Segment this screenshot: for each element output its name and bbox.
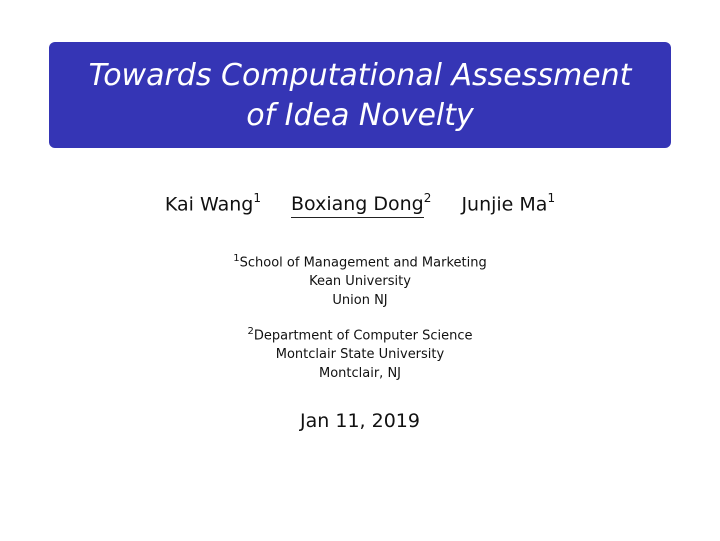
title-block [49, 42, 671, 148]
author-boxiang-dong [291, 186, 431, 217]
author-affiliation-mark: 2 [423, 191, 432, 205]
author-affiliation-mark: 1 [253, 191, 261, 205]
author-name-underlined: Boxiang Dong [291, 193, 424, 218]
author-name: Kai Wang [164, 193, 254, 216]
author-affiliation-mark: 1 [547, 191, 556, 205]
title-line-2: of Idea Novelty [246, 98, 474, 133]
affiliation-mark: 1 [233, 253, 240, 264]
affiliation-department-text: Department of Computer Science [253, 328, 473, 344]
affiliation-2-location: Montclair, NJ [318, 366, 401, 382]
affiliation-1-institution: Kean University [309, 274, 411, 290]
affiliation-1 [0, 249, 720, 310]
presentation-date: Jan 11, 2019 [300, 410, 420, 432]
affiliation-mark: 2 [247, 326, 254, 337]
author-junjie-ma [461, 186, 555, 217]
author-list [0, 186, 720, 217]
affiliation-1-location: Union NJ [332, 293, 388, 309]
affiliation-1-department [0, 249, 720, 272]
affiliation-department-text: School of Management and Marketing [239, 255, 487, 271]
title-line-1: Towards Computational Assessment [88, 58, 632, 93]
affiliation-2 [0, 322, 720, 383]
affiliation-2-institution: Montclair State University [275, 347, 445, 363]
author-name: Junjie Ma [461, 193, 548, 216]
author-kai-wang [165, 186, 261, 217]
affiliation-2-department [0, 322, 720, 345]
